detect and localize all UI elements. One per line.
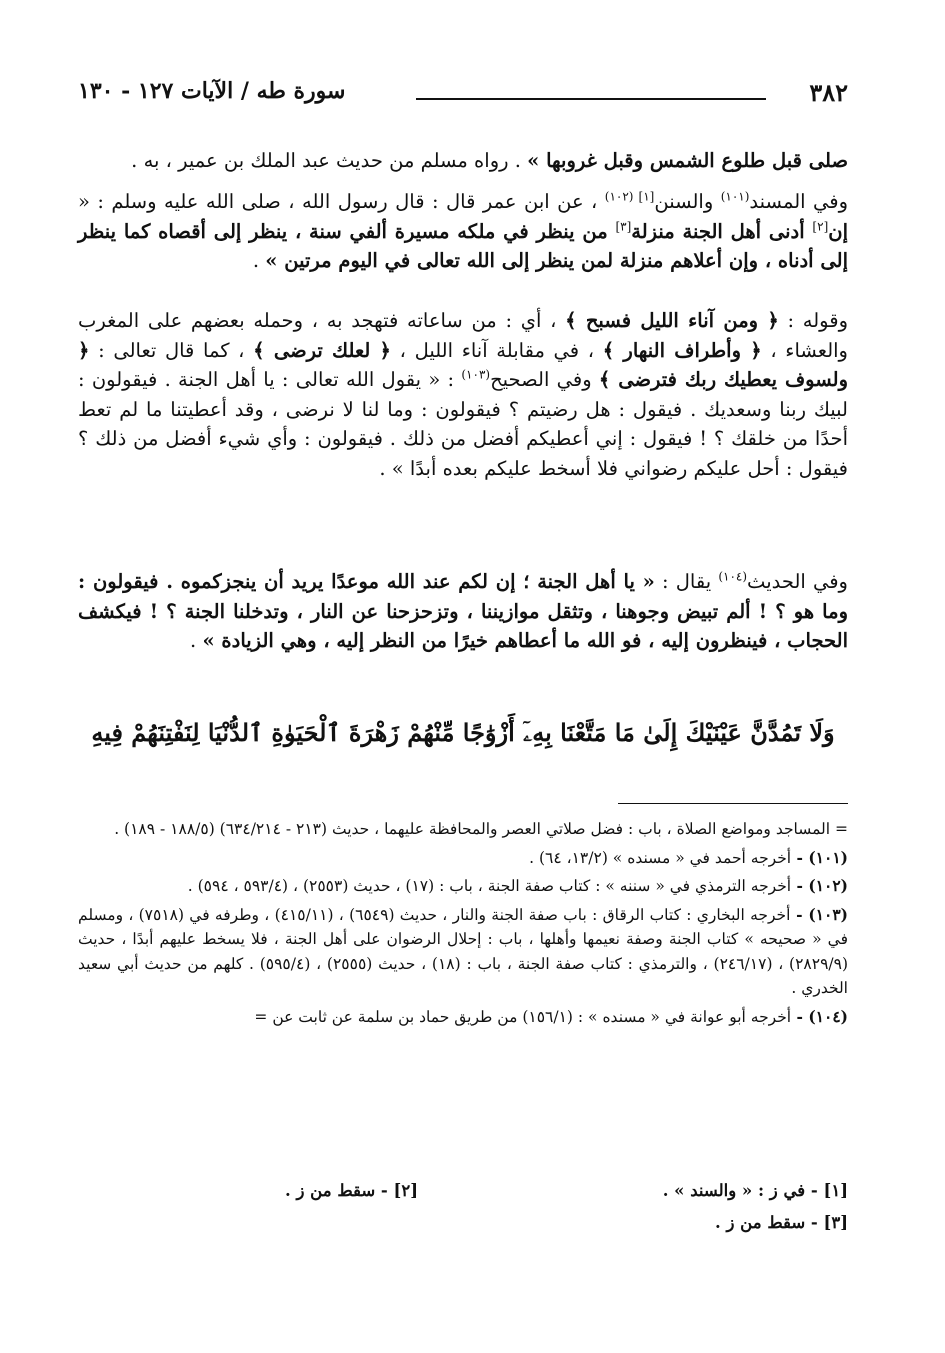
paragraph-text: ، كما قال تعالى : <box>89 338 254 362</box>
variant-note <box>663 1176 848 1206</box>
footnote-ref[interactable]: (١٠٤) <box>718 569 748 584</box>
hadith-text: أدنى أهل الجنة منزلة <box>631 219 813 243</box>
footnote-text: أخرجه أحمد في « مسنده » (١٣/٢، ٦٤) . <box>529 848 792 867</box>
quran-quote: ﴿ لعلك ترضى ﴾ <box>253 338 391 362</box>
paragraph-text: ، عن ابن عمر قال : قال رسول الله ، صلى الله عليه وسلم : « <box>78 190 605 213</box>
hadith-text: صلى قبل طلوع الشمس وقبل غروبها » <box>527 149 848 172</box>
paragraph-2 <box>78 187 848 276</box>
header-rule <box>416 98 766 100</box>
footnote-ref[interactable]: (١٠٣) <box>461 367 491 382</box>
footnote-text: أخرجه أبو عوانة في « مسنده » : (١٥٦/١) من طريق حماد بن سلمة عن ثابت عن = <box>254 1007 792 1026</box>
hadith-text: « يا أهل الجنة ؛ إن لكم عند الله موعدًا يريد أن ينجزكموه . فيقولون : وما هو ؟ ! ألم تبيض وجوهنا ، وتثقل موازيننا ، وتزحزحنا عن النار ، وتدخلنا الجنة ؟ ! فيكشف الحجاب ، فينظرون إليه ، فو الله ما أعطاهم خيرًا من النظر إليه ، وهي الزيادة » <box>78 570 848 652</box>
footnote-number: (١٠١) - <box>791 847 848 867</box>
variant-note <box>285 1176 418 1206</box>
variant-notes-row <box>78 1176 848 1208</box>
paragraph-text: . <box>190 629 203 652</box>
footnote-number: (١٠٤) - <box>791 1006 848 1026</box>
running-title: سورة طه / الآيات ١٢٧ - ١٣٠ <box>78 78 346 104</box>
paragraph-text: . <box>379 456 392 480</box>
footnote-text: أخرجه البخاري : كتاب الرقاق : باب صفة الجنة والنار ، حديث (٦٥٤٩) ، (٤١٥/١١) ، وطرفه في (٧٥١٨) ، ومسلم في « صحيحه » كتاب الجنة وصفة نعيمها وأهلها ، باب : إحلال الرضوان على أهل الجنة ، فلا يسخط عليهم أبدًا ، حديث (٢٨٢٩/٩) ، (٢٤٦/١٧) ، والترمذي : كتاب صفة الجنة ، باب : (١٨) ، حديث (٢٥٥٥) ، (٥٩٥/٤) . كلهم من حديث أبي سعيد الخدري . <box>78 905 849 997</box>
variant-number: [١] <box>823 1181 848 1200</box>
paragraph-text: ، أي : من ساعاته فتهجد به ، وحمله بعضهم على المغرب والعشاء ، <box>78 309 848 362</box>
paragraph-text: وقوله : <box>778 309 848 332</box>
footnote <box>78 817 848 842</box>
footnote <box>78 903 848 1001</box>
footnote-text: = المساجد ومواضع الصلاة ، باب : فضل صلاتي العصر والمحافظة عليهما ، حديث (٢١٣ - ٦٣٤/٢١٤) (١٨٨/٥ - ١٨٩) . <box>114 820 848 838</box>
paragraph-4 <box>78 567 848 656</box>
variant-notes-row <box>78 1208 848 1240</box>
variant-ref[interactable]: [٢] <box>812 219 829 233</box>
paragraph-text: ، في مقابلة آناء الليل ، <box>390 338 603 362</box>
quran-quote: ﴿ وأطراف النهار ﴾ <box>602 338 762 362</box>
footnote-number: (١٠٣) - <box>790 904 848 924</box>
variant-ref[interactable]: [٣] <box>615 219 632 233</box>
paragraph-text: وفي الصحيح <box>490 368 599 391</box>
variant-number: [٣] <box>823 1213 848 1232</box>
page-number: ٣٨٢ <box>809 78 848 107</box>
footnote-ref[interactable]: (١٠١) <box>720 189 750 204</box>
footnote-number: (١٠٢) - <box>791 876 848 895</box>
page-header <box>78 70 848 110</box>
footnote <box>78 874 848 899</box>
paragraph-text: والسنن <box>654 190 721 213</box>
variant-text: - سقط من ز . <box>714 1213 824 1232</box>
quran-quote: ﴿ ولسوف يعطيك ربك فترضى ﴾ <box>78 338 848 391</box>
paragraph-text: . رواه مسلم من حديث عبد الملك بن عمير ، به . <box>131 149 521 172</box>
paragraph-text: . <box>252 249 266 272</box>
paragraph-1 <box>78 146 848 176</box>
paragraph-text: يقال : <box>654 570 719 593</box>
footnote-text: أخرجه الترمذي في « سننه » : كتاب صفة الجنة ، باب : (١٧) ، حديث (٢٥٥٣) ، (٥٩٣/٤ ، ٥٩٤) . <box>187 877 792 895</box>
hadith-text: من ينظر في ملكه مسيرة ألفي سنة ، ينظر إلى أقصاه كما ينظر إلى أدناه ، وإن أعلاهم منزلة لمن ينظر إلى الله تعالى في اليوم مرتين » <box>78 219 848 272</box>
variant-number: [٢] <box>393 1181 418 1200</box>
footnote <box>78 846 848 871</box>
paragraph-3 <box>78 306 848 483</box>
variant-notes <box>78 1176 848 1240</box>
footnotes <box>78 817 848 1033</box>
variant-text: - في ز : « والسند » . <box>662 1181 824 1200</box>
quran-quote: ﴿ ومن آناء الليل فسبح ﴾ <box>565 309 779 332</box>
footnote <box>78 1005 848 1030</box>
paragraph-text: : « يقول الله تعالى : يا أهل الجنة . فيقولون : لبيك ربنا وسعديك . فيقول : هل رضيتم ؟ فيقولون : وما لنا لا نرضى ، وقد أعطيتنا ما لم تعط أحدًا من خلقك ؟ ! فيقول : إني أعطيكم أفضل من ذلك . فيقولون : وأي شيء أفضل من ذلك ؟ فيقول : أحل عليكم رضواني فلا أسخط عليكم بعده أبدًا » <box>78 368 848 480</box>
footnote-ref[interactable]: [١] (١٠٢) <box>604 189 655 204</box>
variant-note <box>715 1208 848 1238</box>
variant-text: - سقط من ز . <box>284 1181 394 1200</box>
paragraph-text: وفي الحديث <box>747 570 848 593</box>
footnote-divider <box>618 803 848 804</box>
quran-verse: وَلَا تَمُدَّنَّ عَيْنَيْكَ إِلَىٰ مَا مَتَّعْنَا بِهِۦٓ أَزْوَٰجًا مِّنْهُمْ زَهْرَةَ ٱلْحَيَوٰةِ ٱلدُّنْيَا لِنَفْتِنَهُمْ فِيهِ <box>91 718 835 747</box>
hadith-text: إن <box>828 219 848 243</box>
paragraph-text: وفي المسند <box>749 190 848 213</box>
page <box>78 70 849 1232</box>
